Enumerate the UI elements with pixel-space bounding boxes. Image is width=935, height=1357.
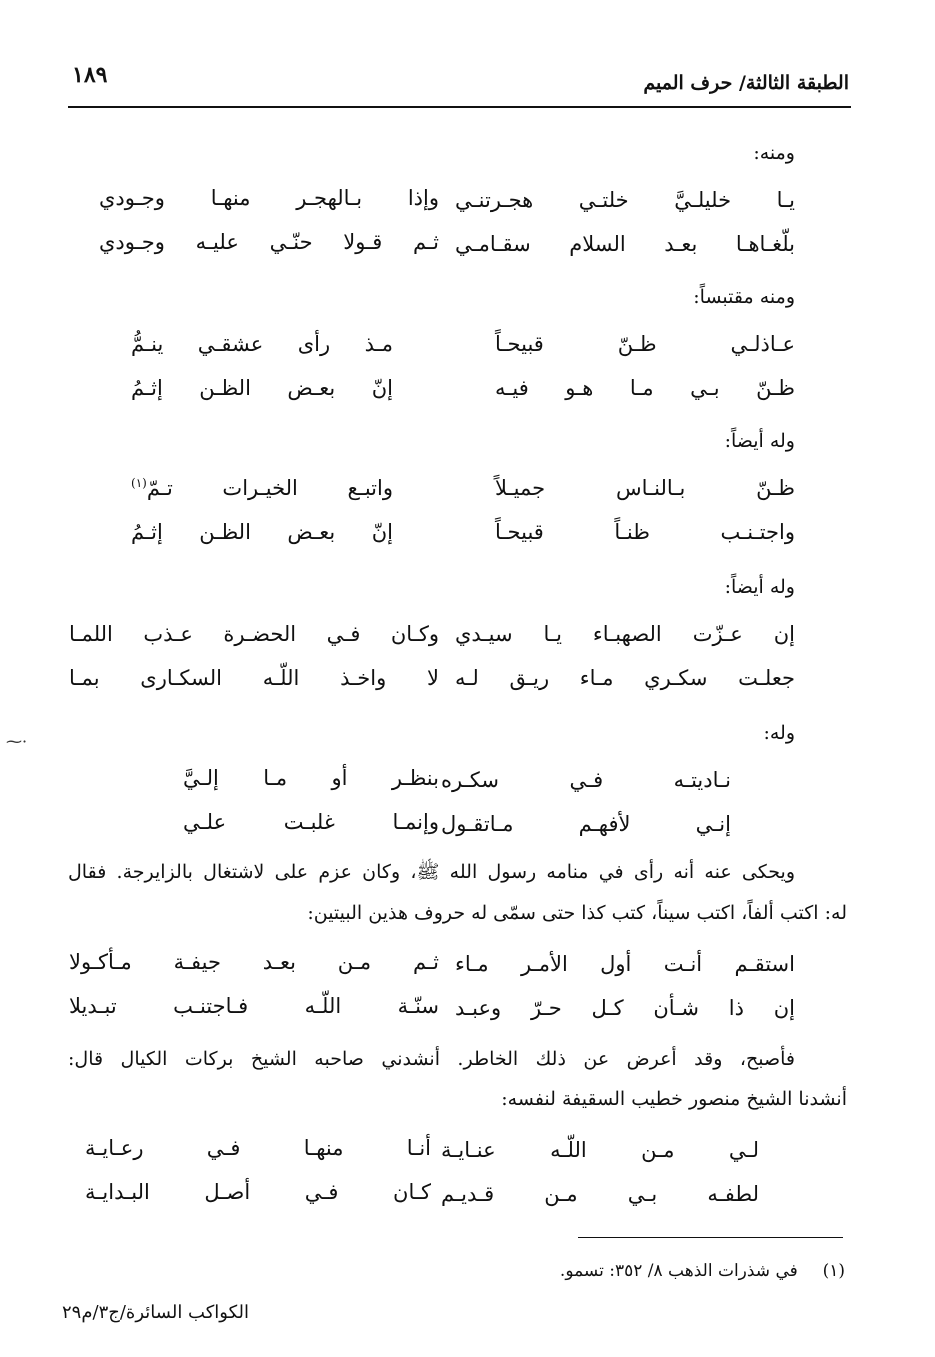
verse-right: عـاذلـي ظـنّ قبيحـاً — [495, 332, 795, 356]
verse-right: إن ذا شـأن كـل حـرّ وعبـد — [455, 996, 795, 1020]
running-title: الطبقة الثالثة/ حرف الميم — [643, 72, 849, 94]
prose-line: أنشدنا الشيخ منصور خطيب السقيفة لنفسه: — [501, 1088, 847, 1110]
verse-right: واجتـنـب ظنـاً قبيحـاً — [495, 520, 795, 544]
verse-right: إن عـزّت الصهبـاء يـا سيـدي — [455, 622, 795, 646]
signature-line: الكواكب السائرة/ج٣/م٢٩ — [62, 1302, 250, 1323]
verse-left: إنّ بعـض الظـن إثـمُ — [131, 520, 393, 544]
verse-left: ثـم مـن بعـد جيفـة مـأكـولا — [69, 950, 439, 974]
verse-right: إنـي لأفهـم مـاتقـول — [441, 812, 731, 836]
verse-left: مـذ رأى عشقـي ينـمُّ — [131, 332, 393, 356]
page-number: ١٨٩ — [72, 62, 108, 88]
footnote-rule — [578, 1237, 843, 1238]
verse-right: بلّغـاهـا بعـد السلام سقـامـي — [455, 232, 795, 256]
prose-line: فأصبح، وقد أعرض عن ذلك الخاطر. أنشدني صاحبه الشيخ بركات الكيال قال: — [68, 1048, 795, 1070]
verse-right: نـاديتـه فـي سكـره — [441, 768, 731, 792]
verse-right: ظـنّ بـي مـا هـو فيـه — [495, 376, 795, 400]
verse-right: لـي مـن اللّـه عنـايـة — [441, 1138, 759, 1162]
intro-5: وله: — [763, 722, 795, 744]
verse-right: ظـنّ بـالنـاس جميـلاً — [495, 476, 795, 500]
footnote-text: في شذرات الذهب ٨/ ٣٥٢: تسمو. — [559, 1261, 798, 1281]
verse-left: سنّـة اللّـه فـاجتنـب تبـديلا — [69, 994, 439, 1018]
verse-left: إنّ بعـض الظـن إثـمُ — [131, 376, 393, 400]
verse-left: لا واخـذ اللّـه السكـارى بمـا — [69, 666, 439, 690]
header-rule — [68, 106, 851, 108]
verse-left-text: واتبـع الخيـرات تـمّ — [146, 476, 393, 500]
verse-left: وكـان فـي الحضـرة عـذب اللمـا — [69, 622, 439, 646]
verse-left: وإذا بـالهجـر منهـا وجـودي — [99, 186, 439, 210]
verse-right: استقـم أنـت أول الأمـر مـاء — [455, 952, 795, 976]
verse-left: بنظـر أو مـا إلـيَّ — [183, 766, 439, 790]
verse-left: وإنمـا غلبـت علـي — [183, 810, 439, 834]
verse-left — [131, 476, 393, 500]
intro-2: ومنه مقتبساً: — [693, 286, 795, 308]
footnote — [560, 1261, 845, 1281]
intro-1: ومنه: — [753, 142, 795, 164]
verse-left: كـان فـي أصـل البـدايـة — [85, 1180, 431, 1204]
verse-right: يـا خليلـيَّ خلتـي هجـرتنـي — [455, 188, 795, 212]
prose-line: ويحكى عنه أنه رأى في منامه رسول الله ﷺ، وكان عزم على لاشتغال بالزايرجة. فقال — [68, 861, 795, 883]
intro-4: وله أيضاً: — [724, 576, 795, 598]
verse-left: ثـم قـولا حنّـي عليـه وجـودي — [99, 230, 439, 254]
verse-right: جعلـت سكـري مـاء ريـق لـه — [455, 666, 795, 690]
footnote-number: (١) — [822, 1261, 845, 1281]
verse-left: أنـا منهـا فـي رعـايـة — [85, 1136, 431, 1160]
intro-3: وله أيضاً: — [724, 430, 795, 452]
prose-line: له: اكتب ألفاً، اكتب سيناً، كتب كذا حتى سمّى له حروف هذين البيتين: — [307, 902, 847, 924]
footnote-marker: (١) — [131, 476, 147, 490]
margin-mark: ⁓· — [6, 732, 28, 751]
verse-right: لطفـه بـي مـن قـديـم — [441, 1182, 759, 1206]
